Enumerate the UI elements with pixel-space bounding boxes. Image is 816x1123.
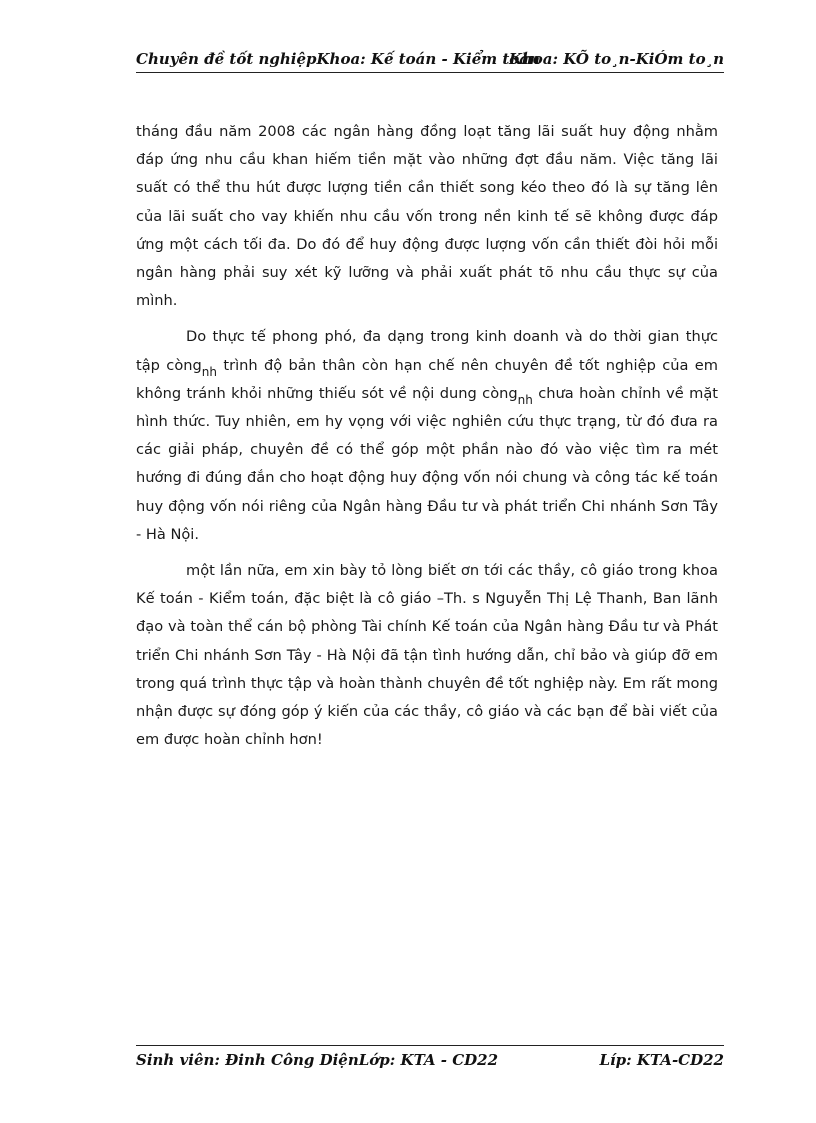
footer-right-text: Líp: KTA-CD22 <box>599 1051 724 1069</box>
page-footer <box>136 1051 724 1073</box>
paragraph-2-part-3: chưa hoàn chỉnh về mặt hình thức. Tuy nhiên, em hy vọng với việc nghiên cứu thực trạng, từ đó đưa ra các giải pháp, chuyên đề có thể góp một phần nào đó vào việc tìm ra mét hướng đi đúng đắn cho hoạt động huy động vốn nói chung và công tác kế toán huy động vốn nói riêng của Ngân hàng Đầu tư và phát triển Chi nhánh Sơn Tây - Hà Nội. <box>136 384 718 543</box>
paragraph-1: tháng đầu năm 2008 các ngân hàng đồng loạt tăng lãi suất huy động nhằm đáp ứng nhu cầu khan hiếm tiền mặt vào những đợt đầu năm. Việc tăng lãi suất có thể thu hút được lượng tiền cần thiết song kéo theo đó là sự tăng lên của lãi suất cho vay khiến nhu cầu vốn trong nền kinh tế sẽ không được đáp ứng một cách tối đa. Do đó để huy động được lượng vốn cần thiết đòi hỏi mỗi ngân hàng phải suy xét kỹ lưỡng và phải xuất phát tõ nhu cầu thực sự của mình. <box>136 123 718 310</box>
footer-rule <box>136 1045 724 1046</box>
paragraph-3: một lần nữa, em xin bày tỏ lòng biết ơn tới các thầy, cô giáo trong khoa Kế toán - Kiểm toán, đặc biệt là cô giáo –Th. s Nguyễn Thị Lệ Thanh, Ban lãnh đạo và toàn thể cán bộ phòng Tài chính Kế toán của Ngân hàng Đầu tư và Phát triển Chi nhánh Sơn Tây - Hà Nội đã tận tình hướng dẫn, chỉ bảo và giúp đỡ em trong quá trình thực tập và hoàn thành chuyên đề tốt nghiệp này. Em rất mong nhận được sự đóng góp ý kiến của các thầy, cô giáo và các bạn để bài viết của em được hoàn chỉnh hơn! <box>136 562 718 749</box>
header-rule <box>136 72 724 73</box>
page-header <box>136 48 724 70</box>
paragraph-2-part-1: Do thực tế phong phó, đa dạng trong kinh doanh và do thời gian thực tập còng <box>136 328 718 374</box>
paragraph-2 <box>136 323 718 549</box>
footer-left-text: Sinh viên: Đinh Công DiệnLớp: KTA - CD22 <box>136 1051 499 1069</box>
paragraph-2-sub-1: nh <box>201 364 217 379</box>
paragraph-2-sub-2: nh <box>517 392 533 407</box>
paragraph-2-part-2: trình độ bản thân còn hạn chế nên chuyên đề tốt nghiệp của em không tránh khỏi những thiếu sót về nội dung còng <box>136 356 718 402</box>
header-right-text: Khoa: KÕ to¸n-KiÓm to¸n <box>508 50 724 68</box>
header-left-text: Chuyên đề tốt nghiệpKhoa: Kế toán - Kiểm toán <box>136 50 540 68</box>
document-body <box>136 118 718 762</box>
